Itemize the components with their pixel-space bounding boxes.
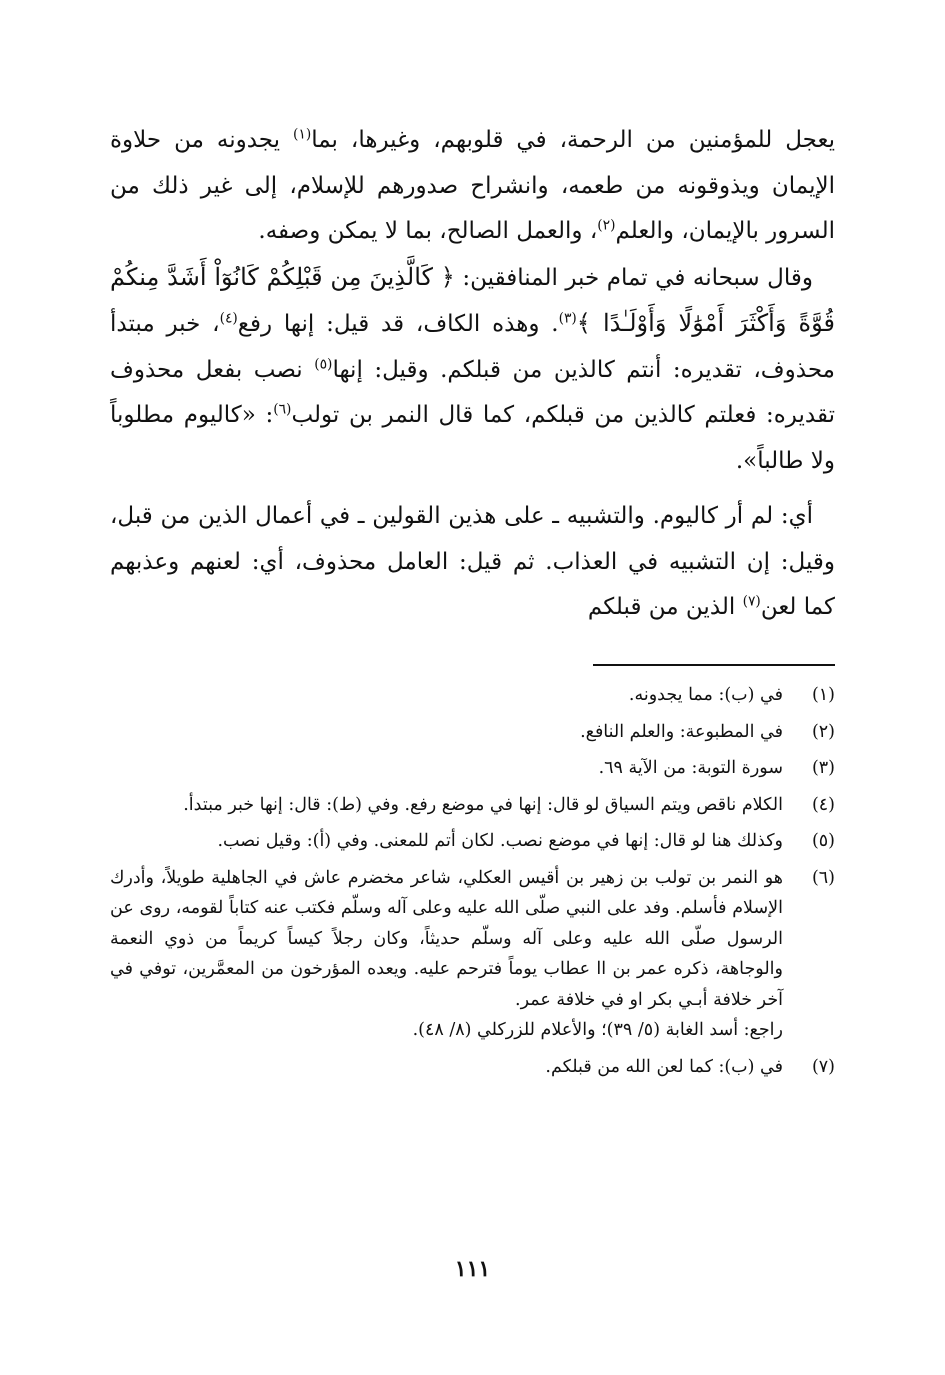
footnote-ref-1: (١) <box>293 126 312 143</box>
footnote-5 <box>110 826 835 857</box>
text-run: نصب بفعل محذوف تقديره: فعلتم كالذين من قبلكم، كما قال النمر بن تولب <box>110 356 835 428</box>
footnote-separator <box>593 664 835 666</box>
footnotes <box>110 680 835 1088</box>
footnote-ref-2: (٢) <box>597 217 616 234</box>
footnote-text: في (ب): مما يجدونه. <box>628 685 783 705</box>
footnote-text: في (ب): كما لعن الله من قبلكم. <box>545 1056 783 1077</box>
text-run: يجدونه من حلاوة الإيمان ويذوقونه من طعمه، وانشراح صدورهم للإسلام، إلى غير ذلك من السرور بالإيمان، والعلم <box>110 127 835 244</box>
footnote-text: في المطبوعة: والعلم النافع. <box>580 721 783 742</box>
text-run: يعجل للمؤمنين من الرحمة، في قلوبهم، وغيرها، بما <box>311 127 835 153</box>
footnote-ref-7: (٧) <box>742 593 761 610</box>
footnote-ref-4: (٤) <box>219 310 238 327</box>
footnote-number: (٢) <box>811 721 835 742</box>
page-number: ١١١ <box>454 1256 491 1282</box>
footnote-3 <box>110 753 835 784</box>
footnote-text: وكذلك هنا لو قال: إنها في موضع نصب. لكان أتم للمعنى. وفي (أ): وقيل نصب. <box>217 831 783 851</box>
footnote-number: (٤) <box>811 794 835 815</box>
paragraph-2 <box>110 255 835 485</box>
footnote-number: (١) <box>811 685 835 705</box>
footnote-2 <box>110 717 835 748</box>
page <box>110 118 836 1282</box>
main-text <box>110 118 835 631</box>
footnote-4 <box>110 790 835 821</box>
footnote-ref-3: (٣) <box>558 310 577 327</box>
text-run: وقال سبحانه في تمام خبر المنافقين: <box>454 264 813 291</box>
footnote-ref-5: (٥) <box>314 355 333 372</box>
text-run: : «كاليوم مطلوباً ولا طالباً». <box>110 402 835 474</box>
text-run: أي: لم أر كاليوم. والتشبيه ـ على هذين القولين ـ في أعمال الذين من قبل، وقيل: إن التشبيه في العذاب. ثم قيل: العامل محذوف، أي: لعنهم وعذبهم كما لعن <box>110 503 835 620</box>
footnote-text: سورة التوبة: من الآية ٦٩. <box>598 758 783 778</box>
footnote-number: (٦) <box>811 867 835 888</box>
paragraph-1 <box>110 118 835 255</box>
footnote-text: هو النمر بن تولب بن زهير بن أقيس العكلي، شاعر مخضرم عاش في الجاهلية طويلاً، وأدرك الإسلام فأسلم. وفد على النبي صلّى الله عليه وعلى آله وسلّم فكتب عنه كتاباً لقومه، روى عن الرسول صلّى الله عليه وعلى آله وسلّم حديثاً، وكان رجلاً كيساً كريماً من ذوي النعمة والوجاهة، ذكره عمر بن اا عطاب يوماً فترحم عليه. ويعده المؤرخون من المعمَّرين، توفي في آخر خلافة أبـي بكر او في خلافة عمر. <box>110 867 783 1010</box>
footnote-text: الكلام ناقص ويتم السياق لو قال: إنها في موضع رفع. وفي (ط): قال: إنها خبر مبتدأ. <box>183 794 783 815</box>
footnote-reference-line: راجع: أسد الغابة (٥/ ٣٩)؛ والأعلام للزركلي (٨/ ٤٨). <box>412 1020 783 1040</box>
footnote-number: (٣) <box>811 758 835 778</box>
text-run: الذين من قبلكم <box>587 594 743 620</box>
footnote-ref-6: (٦) <box>273 401 292 418</box>
footnote-6 <box>110 863 835 1046</box>
footnote-number: (٥) <box>811 831 835 851</box>
quran-verse: ﴿ كَالَّذِينَ مِن قَبْلِكُمْ كَانُوٓاْ أَشَدَّ مِنكُمْ قُوَّةً وَأَكْثَرَ أَمْوَٰلًا وَأَوْلَـٰدًا ﴾ <box>110 262 836 337</box>
text-run: ، والعمل الصالح، بما لا يمكن وصفه. <box>258 218 598 244</box>
text-run: . وهذه الكاف، قد قيل: إنها رفع <box>237 311 559 337</box>
footnote-7 <box>110 1052 835 1083</box>
footnote-number: (٧) <box>811 1056 835 1077</box>
text-run: ، خبر مبتدأ محذوف، تقديره: أنتم كالذين من قبلكم. وقيل: إنها <box>110 311 835 383</box>
footnote-1 <box>110 680 835 711</box>
paragraph-3 <box>110 494 835 631</box>
